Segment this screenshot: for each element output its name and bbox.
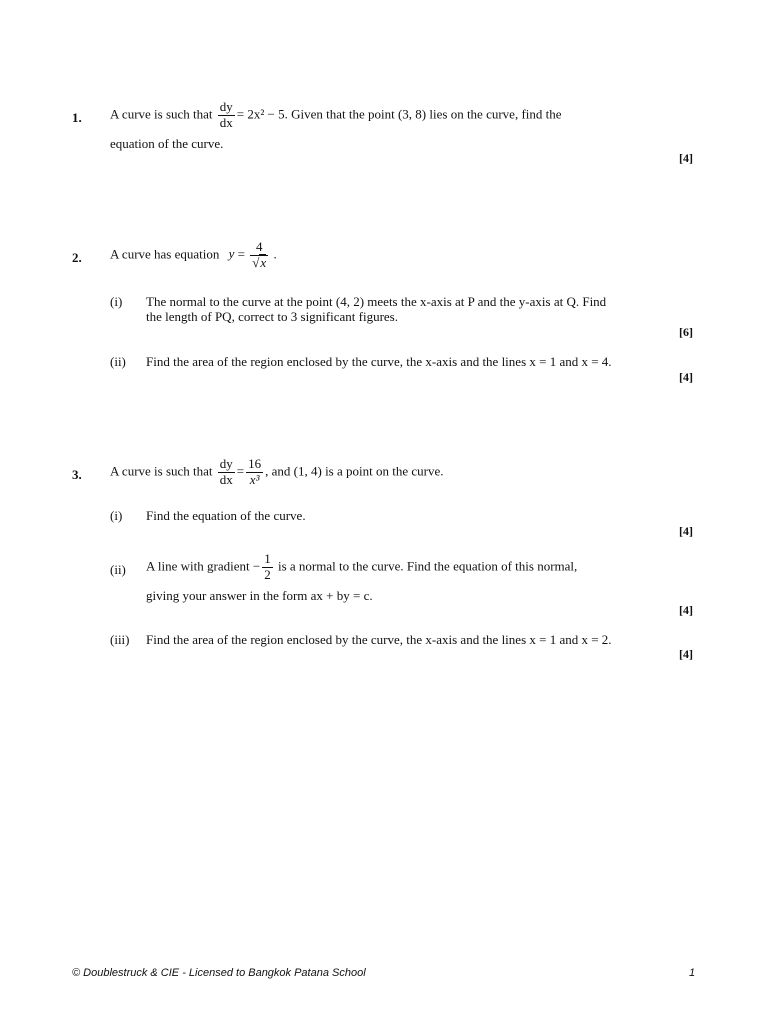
derivative-fraction: [218, 100, 235, 131]
question-2-part-i-marks: [6]: [679, 325, 693, 339]
question-1-text-after: . Given that the point (3, 8) lies on the curve, find the: [284, 106, 562, 122]
question-1-line-1: [110, 100, 562, 131]
question-3-part-ii-intro: A line with gradient: [146, 558, 250, 574]
question-2-part-ii-line-1: Find the area of the region enclosed by the curve, the x-axis and the lines x = 1 and x = 4.: [146, 354, 612, 369]
question-3-number: 3.: [72, 467, 82, 482]
fraction-denominator: x³: [246, 472, 263, 488]
derivative-denominator: dx: [219, 114, 233, 130]
question-3-intro: A curve is such that: [110, 463, 213, 479]
curve-equation-fraction: $\frac{4}{√x}$: [252, 239, 267, 270]
question-3-part-ii-line-1: A line with gradient − $\frac{1}{2}$ is a normal to the curve. Find the equation of this normal,: [146, 551, 578, 582]
gradient-denominator: 2: [264, 566, 271, 582]
question-3-part-ii-marks: [4]: [679, 603, 693, 617]
fraction-numerator: 4: [255, 239, 263, 254]
question-3-part-i-line-1: Find the equation of the curve.: [146, 508, 306, 523]
derivative-numerator: dy: [219, 99, 233, 114]
question-3-part-i-marks: [4]: [679, 524, 693, 538]
gradient-fraction: [262, 552, 273, 583]
question-1-marks: [4]: [679, 151, 693, 165]
question-3-part-ii-line-2: giving your answer in the form ax + by = c.: [146, 588, 373, 603]
fraction-numerator: 16: [248, 456, 262, 471]
question-3-part-ii-text-after: is a normal to the curve. Find the equation of this normal,: [277, 558, 578, 574]
question-1-number: 1.: [72, 110, 82, 125]
question-1-intro: A curve is such that: [110, 106, 213, 122]
derivative-denominator: dx: [219, 471, 233, 487]
question-3-part-i-label: (i): [110, 508, 123, 523]
question-2-part-i-label: (i): [110, 294, 123, 309]
derivative-numerator: dy: [219, 456, 233, 471]
question-2-part-i-line-2: the length of PQ, correct to 3 significant figures.: [146, 309, 398, 324]
question-3-part-iii-label: (iii): [110, 632, 130, 647]
question-2-line-1: A curve has equation y = $\frac{4}{√x}$ .: [110, 239, 277, 270]
question-3-derivative-fraction: [218, 457, 235, 488]
question-2-number: 2.: [72, 250, 82, 265]
question-1-equation: = 2x² − 5: [236, 106, 285, 122]
question-2-part-i-line-1: The normal to the curve at the point (4, 2) meets the x-axis at P and the y-axis at Q. Find: [146, 294, 607, 309]
gradient-numerator: 1: [264, 551, 271, 566]
question-2-part-ii-marks: [4]: [679, 370, 693, 384]
question-3-line-1: A curve is such that $\frac{dy}{dx}$ = $\frac{16}{\text{x³}}$ , and (1, 4) is a point on the curve.: [110, 456, 444, 487]
question-2-part-ii-label: (ii): [110, 354, 126, 369]
footer-copyright: © Doublestruck & CIE - Licensed to Bangkok Patana School: [72, 967, 366, 979]
sqrt-radicand: x: [260, 254, 267, 270]
question-3-rhs-fraction: [246, 457, 263, 488]
question-3-part-ii-label: (ii): [110, 562, 126, 577]
question-3-part-iii-marks: [4]: [679, 647, 693, 661]
question-1-line-2: equation of the curve.: [110, 136, 224, 151]
question-2-intro: A curve has equation: [110, 246, 220, 262]
footer-page-number: 1: [689, 967, 696, 979]
question-3-part-iii-line-1: Find the area of the region enclosed by the curve, the x-axis and the lines x = 1 and x = 2.: [146, 632, 612, 647]
question-3-text-after: , and (1, 4) is a point on the curve.: [265, 463, 444, 479]
